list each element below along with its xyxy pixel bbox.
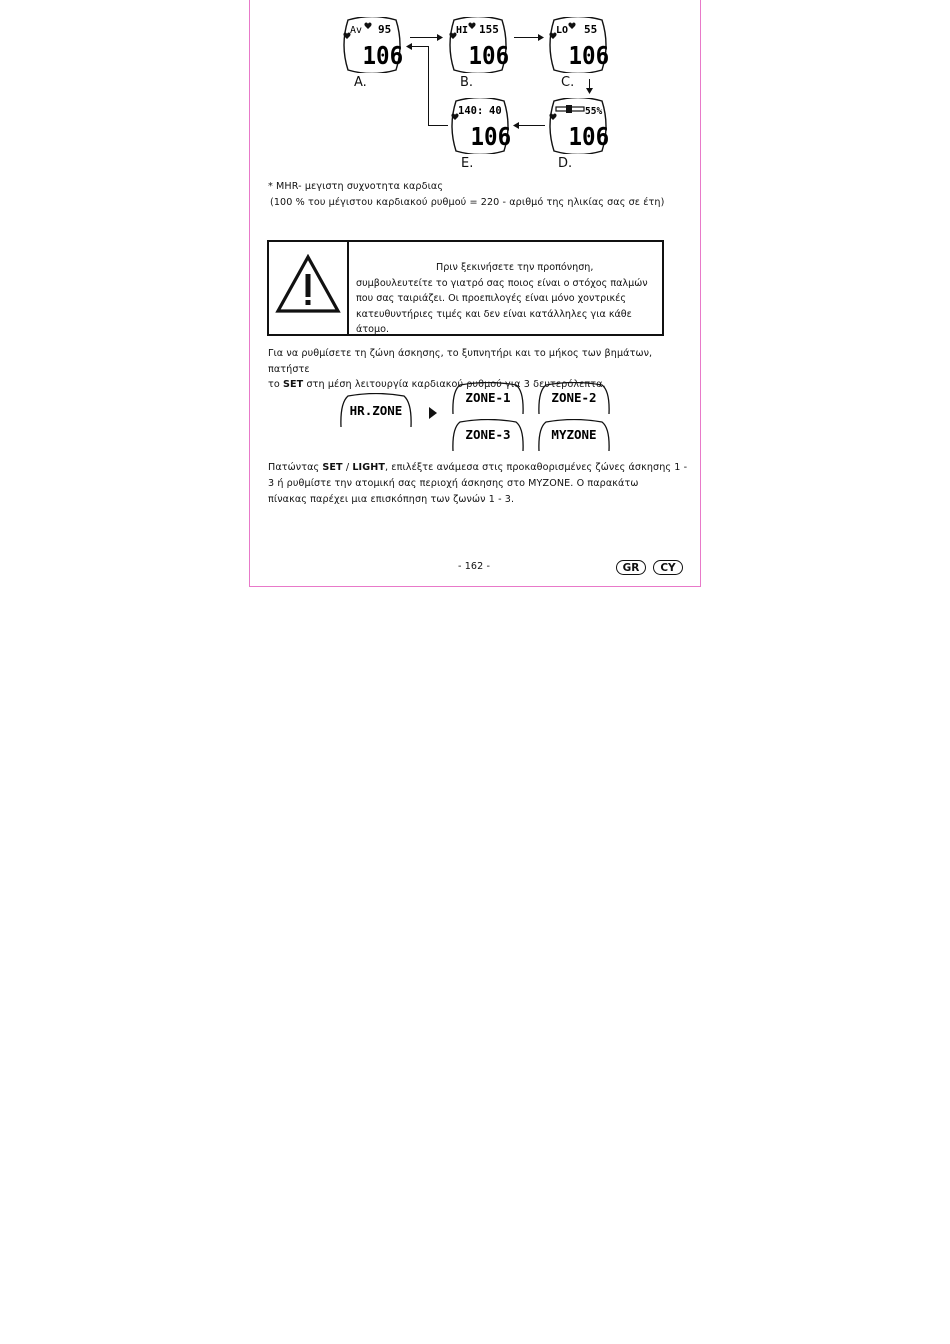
display-label-d: D.: [558, 156, 573, 171]
arrow-head-icon: [437, 34, 443, 41]
watch-display-e: [448, 98, 512, 154]
display-top-left: 140:: [458, 105, 484, 117]
display-top-right: 95: [378, 23, 392, 36]
zone-display-option-4: [536, 419, 612, 453]
paragraph-2-line-1: [268, 460, 688, 476]
display-label-b: B.: [460, 75, 474, 90]
zone-option-label: ZONE-3: [465, 427, 511, 442]
warning-line-2: συμβουλευτείτε το γιατρό σας ποιος είναι ο στόχος παλμών: [356, 277, 648, 289]
watch-display-a: [340, 17, 404, 73]
arrow-e-to-a-top: [410, 46, 429, 47]
paragraph-2-line-3: πίνακας παρέχει μια επισκόπηση των ζωνών 1 - 3.: [268, 494, 515, 505]
text-span: Πατώντας: [268, 462, 323, 473]
country-badge-cy: CY: [653, 560, 683, 575]
warning-icon-cell: [269, 242, 349, 334]
display-top-right: 55%: [585, 106, 603, 117]
warning-box: [267, 240, 664, 336]
arrow-head-icon: [586, 88, 593, 94]
arrow-b-to-c: [514, 37, 540, 38]
paragraph-2-line-2: 3 ή ρυθμίστε την ατομική σας περιοχή άσκησης στο MYZONE. Ο παρακάτω: [268, 478, 639, 489]
bold-key-set: SET: [283, 379, 304, 390]
display-label-c: C.: [561, 75, 575, 90]
warning-text: [356, 260, 661, 338]
display-top-left: HI: [456, 25, 469, 36]
display-main-value: 106: [568, 121, 610, 152]
paragraph-1-line-1: Για να ρυθμίσετε τη ζώνη άσκησης, το ξυπνητήρι και το μήκος των βημάτων, πατήστε: [268, 348, 653, 375]
warning-line-4: κατευθυντήριες τιμές και δεν είναι κατάλληλες για κάθε άτομο.: [356, 308, 632, 335]
paragraph-2: [268, 460, 688, 508]
zone-source-label: HR.ZONE: [349, 403, 403, 418]
zone-display-source: [338, 393, 414, 429]
zone-option-label: ZONE-1: [465, 390, 511, 405]
watch-display-c: [546, 17, 610, 73]
arrow-a-to-b: [410, 37, 440, 38]
footnote-line-2: (100 % του μέγιστου καρδιακού ρυθμού = 220 - αριθμό της ηλικίας σας σε έτη): [270, 197, 665, 208]
display-top-left: LO: [556, 25, 569, 36]
arrow-head-icon: [513, 122, 519, 129]
display-main-value: 106: [362, 40, 404, 71]
warning-triangle-icon: [275, 254, 341, 316]
zone-display-option-1: [450, 382, 526, 416]
zone-option-label: MYZONE: [551, 427, 597, 442]
watch-display-d: [546, 98, 610, 154]
zone-display-option-3: [450, 419, 526, 453]
display-label-a: A.: [354, 75, 367, 90]
zone-option-label: ZONE-2: [551, 390, 597, 405]
display-top-left: Av: [350, 25, 363, 36]
bold-key-set: SET: [322, 462, 343, 473]
country-badge-gr: GR: [616, 560, 646, 575]
text-span: /: [342, 462, 353, 473]
display-main-value: 106: [468, 40, 510, 71]
warning-line-1: Πριν ξεκινήσετε την προπόνηση,: [436, 262, 594, 273]
display-top-right: 55: [584, 23, 598, 36]
warning-line-3: που σας ταιριάζει. Οι προεπιλογές είναι μόνο χοντρικές: [356, 293, 626, 304]
text-span: το: [268, 379, 283, 390]
footnote-line-1: * MHR- μεγιστη συχνοτητα καρδιας: [268, 181, 444, 192]
display-main-value: 106: [568, 40, 610, 71]
display-top-right: 40: [489, 105, 502, 117]
arrow-head-icon: [406, 43, 412, 50]
display-label-e: E.: [461, 156, 474, 171]
arrow-head-icon: [538, 34, 544, 41]
text-span: στη μέση λειτουργία καρδιακού ρυθμού για 3 δευτερόλεπτα.: [303, 379, 606, 390]
display-main-value: 106: [470, 121, 512, 152]
play-arrow-icon: [428, 407, 438, 419]
text-span: , επιλέξτε ανάμεσα στις προκαθορισμένες ζώνες άσκησης 1 -: [384, 462, 688, 473]
arrow-d-to-e: [518, 125, 545, 126]
arrow-e-to-a: [428, 125, 448, 126]
watch-display-b: [446, 17, 510, 73]
manual-page: [249, 0, 701, 587]
page-number: - 162 -: [458, 561, 491, 572]
bold-key-light: LIGHT: [352, 462, 385, 473]
zone-display-option-2: [536, 382, 612, 416]
display-top-right: 155: [479, 23, 499, 36]
arrow-e-to-a-vertical: [428, 46, 429, 126]
